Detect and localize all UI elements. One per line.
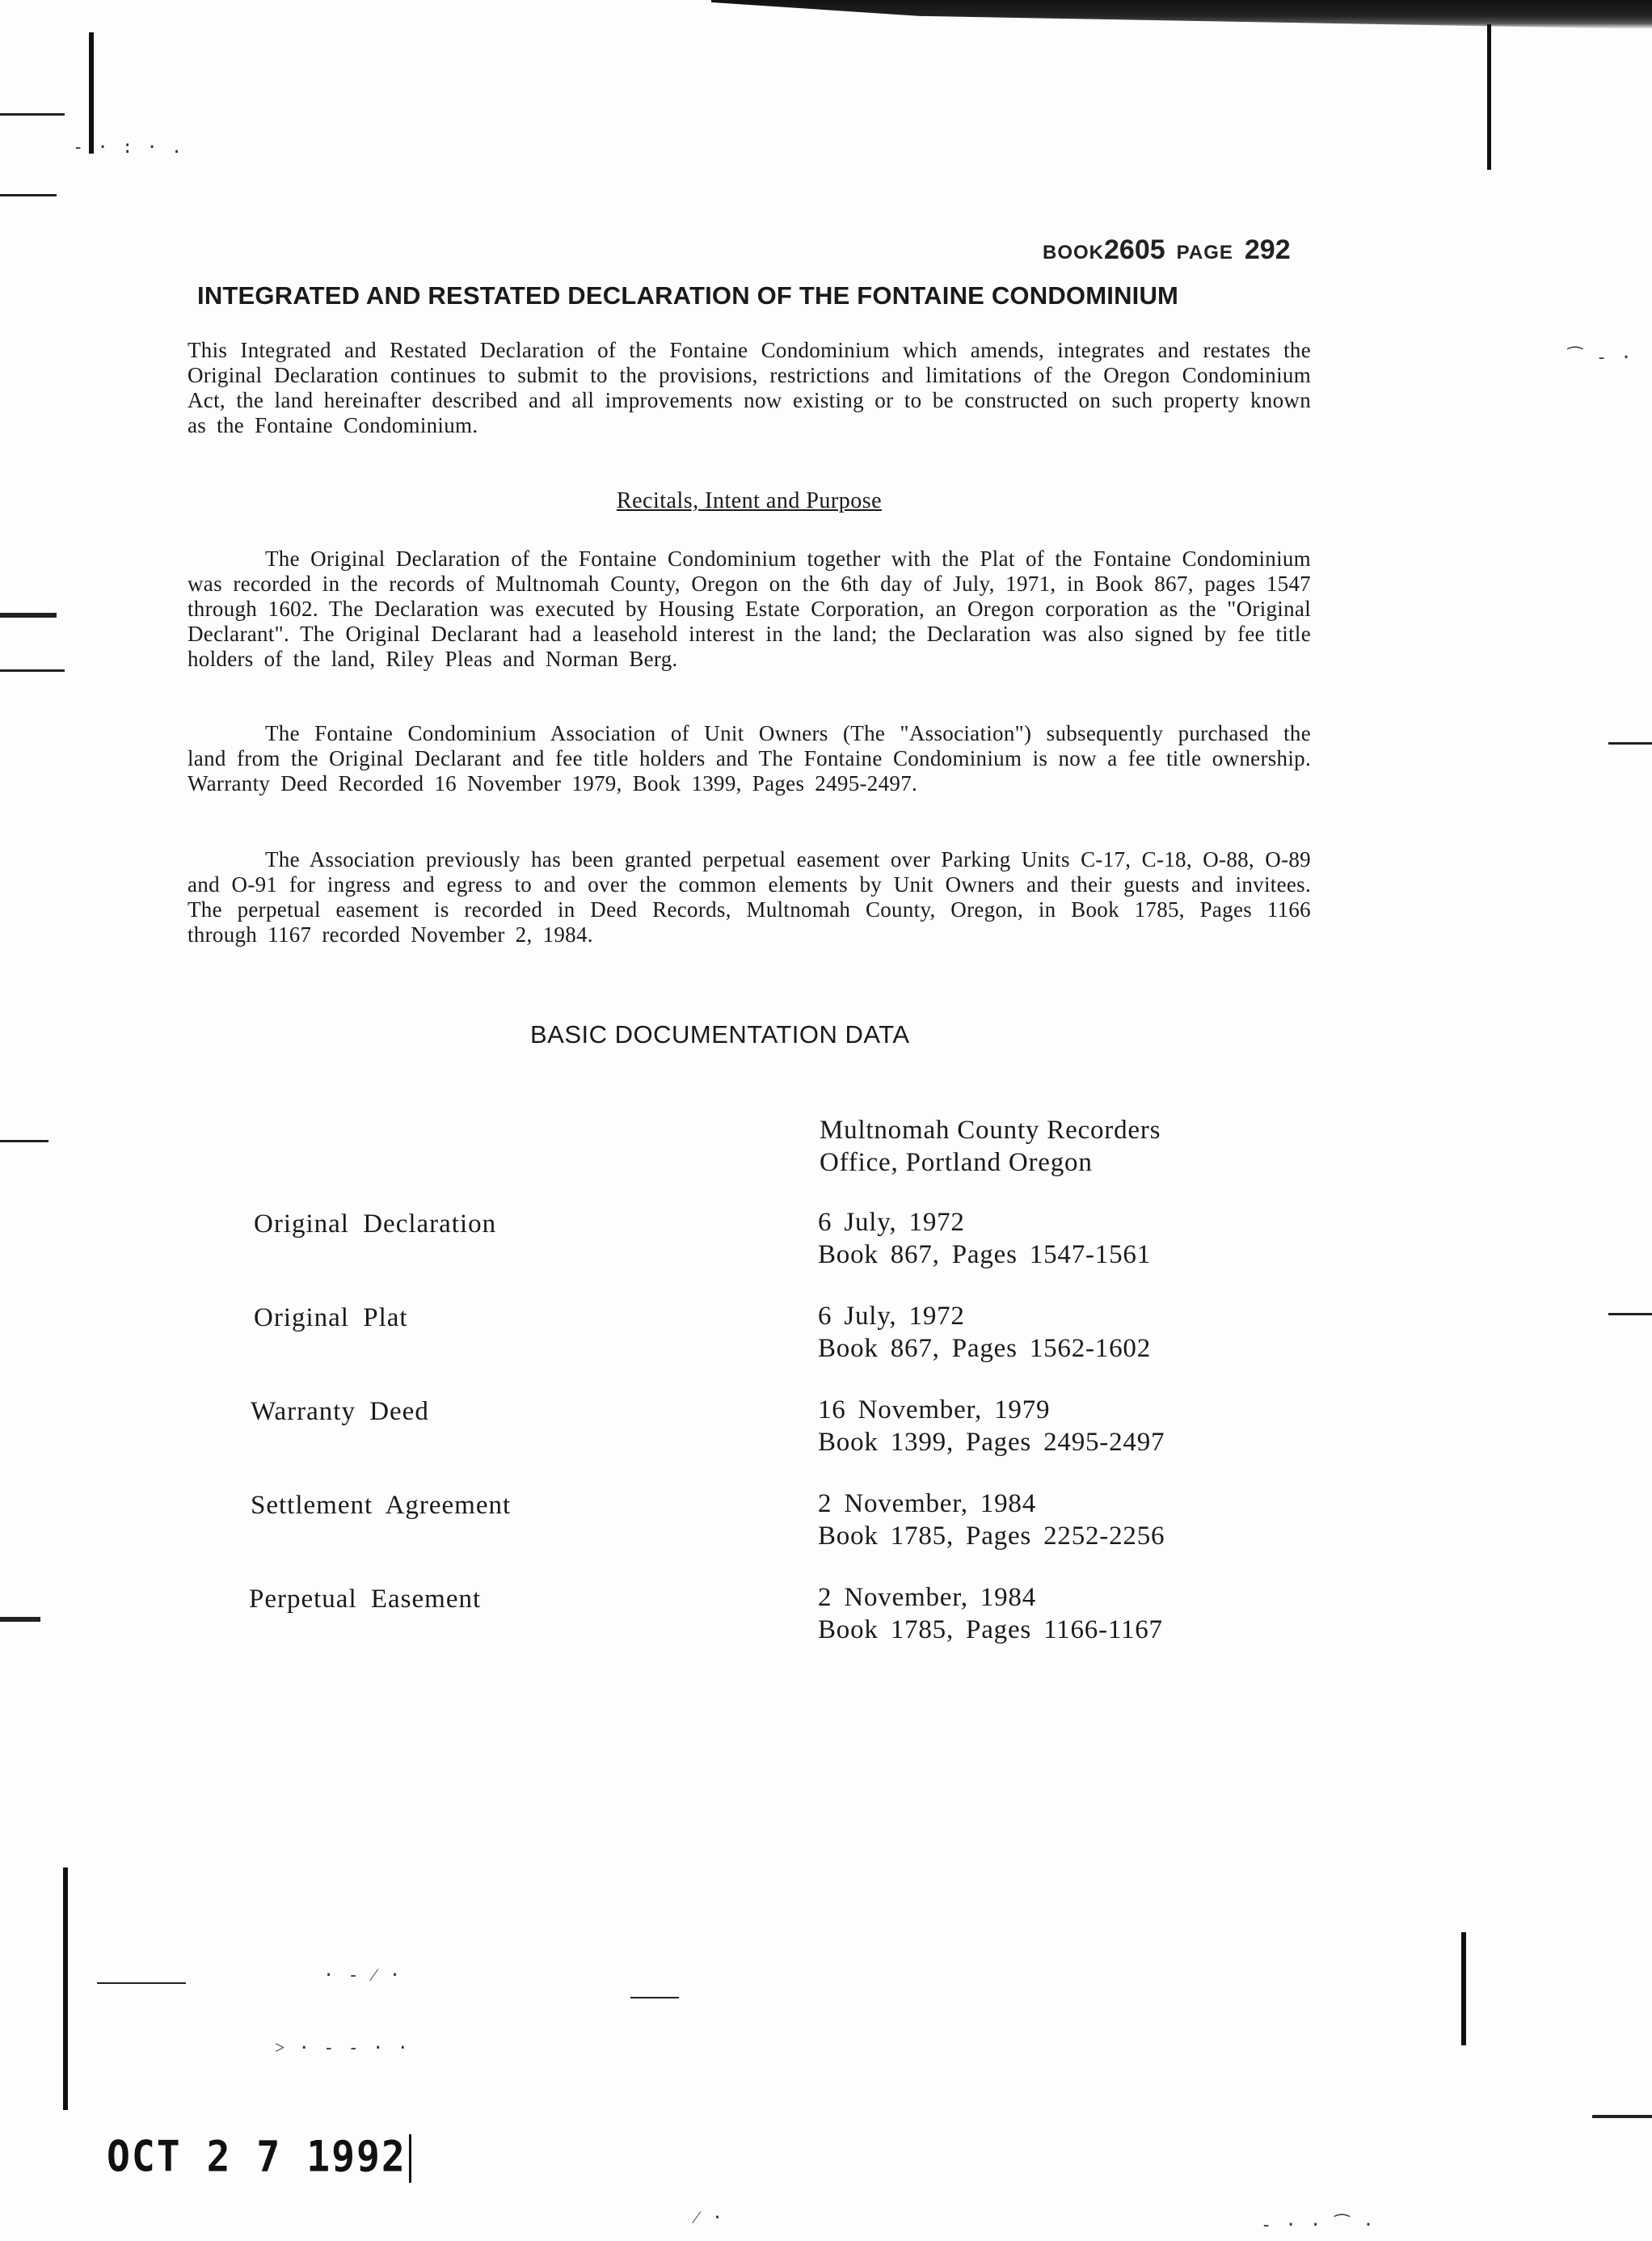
scan-margin-line	[409, 2134, 411, 2183]
scan-noise: ⁀ ‐ ·	[1568, 348, 1633, 368]
scan-noise: ˃ · - - · ·	[275, 2038, 410, 2058]
scan-margin-mark	[1608, 742, 1652, 745]
intro-paragraph: This Integrated and Restated Declaration of the Fontaine Condominium which amends, integrates and restates the Original Declaration continues to submit to the provisions, restrictions and limitations of the Oregon Condominium Act, the land hereinafter described and all improvements now existing or to be constructed on such property known as the Fontaine Condominium.	[188, 338, 1311, 437]
record-row	[0, 1488, 1652, 1552]
record-book: Book 867, Pages 1562-1602	[818, 1334, 1151, 1363]
record-row	[0, 1394, 1652, 1458]
book-page-reference	[1043, 234, 1291, 266]
scan-noise: - · · ⁀ ·	[1261, 2215, 1376, 2235]
book-label: BOOK	[1043, 242, 1104, 264]
recorder-office-line: Office, Portland Oregon	[820, 1148, 1093, 1177]
scan-margin-line	[89, 32, 94, 154]
record-info	[818, 1206, 1151, 1271]
scan-edge-artifact	[711, 0, 1652, 29]
book-number: 2605	[1104, 234, 1165, 265]
recitals-heading: Recitals, Intent and Purpose	[616, 488, 883, 513]
record-label: Perpetual Easement	[249, 1585, 482, 1614]
recitals-paragraph: The Association previously has been granted perpetual easement over Parking Units C-17, C-18, O-88, O-89 and O-91 for ingress and egress to and over the common elements by Unit Owners and their guests and invitees. The perpetual easement is recorded in Deed Records, Multnomah County, Oregon, in Book 1785, Pages 1166 through 1167 recorded November 2, 1984.	[188, 847, 1311, 947]
record-row	[0, 1581, 1652, 1646]
scan-margin-mark	[0, 613, 57, 618]
scan-margin-mark	[0, 194, 57, 196]
record-date: 6 July, 1972	[818, 1302, 965, 1331]
scan-margin-line	[1487, 24, 1491, 170]
recorder-office-line: Multnomah County Recorders	[820, 1116, 1161, 1145]
scan-noise: - · : · .	[73, 137, 184, 158]
record-row	[0, 1206, 1652, 1271]
record-info	[818, 1581, 1163, 1646]
record-label: Original Plat	[254, 1303, 408, 1332]
record-date: 16 November, 1979	[818, 1395, 1051, 1424]
record-info	[818, 1488, 1165, 1552]
basic-documentation-heading: BASIC DOCUMENTATION DATA	[530, 1020, 910, 1049]
scan-margin-mark	[0, 1140, 48, 1142]
scan-noise: ⁄ ·	[695, 2208, 725, 2228]
record-info	[818, 1300, 1151, 1365]
recitals-paragraph: The Fontaine Condominium Association of Unit Owners (The "Association") subsequently purchased the land from the Original Declarant and fee title holders and The Fontaine Condominium is now a fee title ownership. Warranty Deed Recorded 16 November 1979, Book 1399, Pages 2495-2497.	[188, 721, 1311, 796]
scan-margin-line	[63, 1868, 68, 2110]
record-row	[0, 1300, 1652, 1365]
scan-margin-mark	[1592, 2115, 1652, 2118]
record-book: Book 1399, Pages 2495-2497	[818, 1428, 1165, 1457]
recorder-office	[820, 1114, 1161, 1179]
scan-noise: · ‐ ⁄ ·	[323, 1965, 402, 1986]
received-date-stamp: OCT 2 7 1992	[107, 2132, 407, 2182]
scan-margin-line	[1461, 1932, 1466, 2045]
recitals-paragraph: The Original Declaration of the Fontaine Condominium together with the Plat of the Fontaine Condominium was recorded in the records of Multnomah County, Oregon on the 6th day of July, 1971, in Book 867, pages 1547 through 1602. The Declaration was executed by Housing Estate Corporation, an Oregon corporation as the "Original Declarant". The Original Declarant had a leasehold interest in the land; the Declaration was also signed by fee title holders of the land, Riley Pleas and Norman Berg.	[188, 547, 1311, 671]
record-book: Book 1785, Pages 1166-1167	[818, 1615, 1163, 1644]
record-label: Settlement Agreement	[251, 1491, 512, 1520]
record-book: Book 1785, Pages 2252-2256	[818, 1521, 1165, 1551]
record-label: Original Declaration	[254, 1209, 497, 1239]
record-date: 2 November, 1984	[818, 1583, 1037, 1612]
page-label: PAGE	[1176, 242, 1233, 264]
scan-margin-mark	[0, 113, 65, 116]
document-title: INTEGRATED AND RESTATED DECLARATION OF THE FONTAINE CONDOMINIUM	[197, 281, 1179, 310]
scan-margin-mark	[630, 1997, 679, 1998]
record-label: Warranty Deed	[251, 1397, 429, 1426]
record-date: 6 July, 1972	[818, 1208, 965, 1237]
page-number: 292	[1244, 234, 1291, 265]
record-date: 2 November, 1984	[818, 1489, 1037, 1518]
record-info	[818, 1394, 1165, 1458]
record-book: Book 867, Pages 1547-1561	[818, 1240, 1151, 1269]
scan-margin-mark	[97, 1982, 186, 1984]
scan-margin-mark	[0, 669, 65, 672]
